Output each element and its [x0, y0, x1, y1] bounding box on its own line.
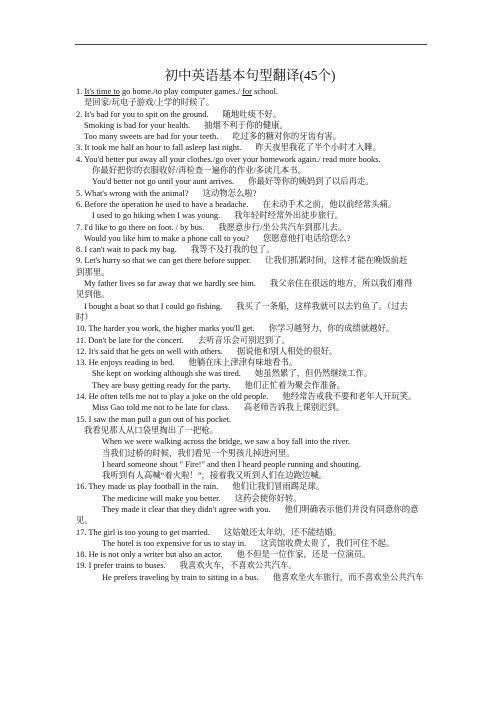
translation-text: 这动物怎么啦?	[202, 188, 257, 198]
text-line	[76, 402, 432, 413]
translation-text: 你最好等你的姨妈到了以后再走。	[248, 177, 374, 187]
sentence-text: 1.	[76, 87, 85, 96]
page-title: 初中英语基本句型翻译(45个)	[164, 68, 336, 83]
sentence-text: go home./to play computer games./	[119, 87, 243, 96]
text-line	[76, 267, 432, 278]
text-line	[76, 380, 432, 391]
sentence-text: They made it clear that they didn't agree with you.	[102, 504, 271, 514]
text-line	[76, 176, 432, 187]
sentence-text: 13. He enjoys reading in bed.	[76, 358, 175, 368]
translation-text: 他经常告戒我不要和老年人开玩笑。	[282, 392, 417, 402]
sentence-text: They are busy getting ready for the party.	[92, 380, 231, 390]
text-line	[76, 109, 432, 120]
sentence-text: 16. They made us play football in the rain.	[76, 482, 219, 492]
text-line	[76, 301, 432, 312]
text-line	[76, 86, 432, 97]
translation-text: 这药会使你好转。	[234, 493, 302, 503]
sentence-text: 15. I saw the man pull a gun out of his pocket.	[76, 414, 232, 424]
sentence-text: 到那里。	[76, 267, 110, 277]
sentence-text: It's time to	[84, 87, 120, 96]
sentence-text: 7. I'd like to go there on foot. / by bus.	[76, 222, 205, 232]
translation-text: 昨天夜里我花了半个小时才入睡。	[255, 143, 381, 153]
sentence-text: 10. The harder you work, the higher marks you'll get.	[76, 324, 255, 334]
sentence-text: Too many sweets are bad for your teeth.	[84, 132, 219, 142]
translation-text: 在未动手术之前，他以前经常头痛。	[262, 199, 397, 209]
translation-text: 您愿意他打电话给您么?	[262, 233, 351, 243]
sentence-text: Would you like him to make a phone call to you?	[84, 233, 249, 243]
sentence-text: 18. He is not only a writer but also an actor.	[76, 550, 223, 560]
text-line	[76, 335, 432, 346]
text-line	[76, 448, 432, 459]
text-line	[76, 312, 432, 323]
translation-text: 我父亲住在很远的地方，所以我们难得	[269, 279, 413, 289]
translation-text: 抽烟不利于你的健康。	[204, 120, 288, 130]
translation-text: 他们正忙着为聚会作准备。	[244, 380, 346, 390]
translation-text: 这宾馆收费太贵了，我们可住不起。	[260, 538, 395, 548]
text-line	[76, 97, 432, 108]
translation-text: 这姑娘还太年幼，还不能结婚。	[223, 527, 342, 537]
text-line	[76, 222, 432, 233]
text-line	[76, 199, 432, 210]
translation-text: 高老师告诉我上课别迟到。	[243, 403, 345, 413]
text-line	[76, 572, 432, 583]
text-line	[76, 504, 432, 515]
text-line	[76, 323, 432, 334]
sentence-text: 3. It took me half an hour to fall asleep last night.	[76, 143, 242, 153]
text-line	[76, 527, 432, 538]
text-line	[76, 414, 432, 425]
top-rule	[75, 44, 427, 45]
text-line	[76, 368, 432, 379]
translation-text: 他们让我们冒雨踢足球。	[232, 482, 325, 492]
sentence-text: for	[242, 87, 252, 96]
sentence-text: Miss Gao told me not to be late for class.	[92, 403, 230, 413]
text-line	[76, 391, 432, 402]
sentence-text: 见。	[76, 516, 93, 526]
text-line	[76, 470, 432, 481]
translation-text: 他们明确表示他们并没有同意你的意	[284, 504, 419, 514]
text-line	[76, 154, 432, 165]
sentence-text: 2. It's bad for you to spit on the ground.	[76, 109, 209, 119]
translation-text: 我年轻时经常外出徒步旅行。	[234, 211, 344, 221]
translation-text: 据说他和别人相处的很好。	[236, 346, 338, 356]
text-line	[76, 549, 432, 560]
sentence-text: 时）	[76, 312, 93, 322]
text-line	[76, 210, 432, 221]
translation-text: 他不但是一位作家，还是一位演员。	[236, 550, 371, 560]
translation-text: 她虽然累了，但仍然继续工作。	[254, 369, 373, 379]
translation-text: 随地吐痰不好。	[222, 109, 282, 119]
sentence-text: 11. Don't be late for the concert.	[76, 335, 184, 345]
text-line	[76, 233, 432, 244]
translation-text: 你学习越努力，你的成绩就越好。	[268, 324, 395, 334]
text-line	[76, 481, 432, 492]
sentence-text: 你最好把你的衣服收好/再检查一遍你的作业/多读几本书。	[92, 166, 307, 176]
sentence-text: I bought a boat so that I could go fishing.	[84, 301, 223, 311]
sentence-text: I heard someone shout " Fire!" and then I heard people running and shouting.	[102, 459, 361, 469]
text-line	[76, 436, 432, 447]
translation-text: 吃过多的糖对你的牙齿有害。	[232, 132, 342, 142]
text-line	[76, 459, 432, 470]
sentence-text: I used to go hiking when I was young.	[92, 211, 221, 221]
sentence-text: 17. The girl is too young to get married.	[76, 527, 210, 537]
text-line	[76, 120, 432, 131]
text-line	[76, 515, 432, 526]
text-line	[76, 493, 432, 504]
text-line	[76, 165, 432, 176]
sentence-text: The medicine will make you better.	[102, 493, 221, 503]
sentence-text: 14. He often tells me not to play a joke on the old people.	[76, 392, 269, 402]
sentence-text: He prefers traveling by train to sitting in a bus.	[102, 572, 259, 582]
sentence-text: 6. Before the operation he used to have a headache.	[76, 199, 249, 209]
translation-text: 去听音乐会可别迟到了。	[197, 335, 290, 345]
document-body	[76, 86, 432, 583]
sentence-text: 见到他。	[76, 290, 110, 300]
text-line	[76, 560, 432, 571]
text-line	[76, 357, 432, 368]
sentence-text: 4. You'd better put away all your clothes./go over your homework again./ read more books.	[76, 154, 381, 164]
text-line	[76, 244, 432, 255]
text-line	[76, 538, 432, 549]
translation-text: 我愿意步行/坐公共汽车到那儿去。	[218, 222, 347, 232]
sentence-text: 9. Let's hurry so that we can get there before supper.	[76, 256, 251, 266]
sentence-text: Smoking is bad for your health.	[84, 120, 191, 130]
sentence-text: My father lives so far away that we hardly see him.	[84, 279, 256, 289]
translation-text: 他躺在床上津津有味地看书。	[188, 358, 298, 368]
text-line	[76, 131, 432, 142]
sentence-text: 19. I prefer trains to buses.	[76, 561, 166, 571]
sentence-text: 当我们过桥的时候，我们看见一个男孩儿掉进河里。	[102, 448, 295, 458]
text-line	[76, 425, 432, 436]
sentence-text: 12. It's said that he gets on well with others.	[76, 346, 223, 356]
sentence-text: 我听到有人高喊“着火啦！”，接着我又听到人们在边跑边喊。	[102, 471, 328, 481]
text-line	[76, 188, 432, 199]
translation-text: 让我们抓紧时间，这样才能在晚饭前赶	[265, 256, 408, 266]
text-line	[76, 346, 432, 357]
sentence-text: The hotel is too expensive for us to stay in.	[102, 538, 247, 548]
text-line	[76, 278, 432, 289]
sentence-text: 5. What's wrong with the animal?	[76, 188, 189, 198]
sentence-text: 我看见那人从口袋里掏出了一把枪。	[84, 425, 218, 435]
sentence-text: She kept on working although she was tired.	[92, 369, 241, 379]
sentence-text: When we were walking across the bridge, we saw a boy fall into the river.	[102, 437, 350, 447]
text-line	[76, 142, 432, 153]
text-line	[76, 255, 432, 266]
text-line	[76, 289, 432, 300]
sentence-text: 8. I can't wait to pack my bag.	[76, 245, 177, 255]
sentence-text: school.	[251, 87, 279, 96]
sentence-text: You'd better not go until your aunt arrives.	[92, 177, 235, 187]
translation-text: 我喜欢火车，不喜欢公共汽车。	[179, 561, 297, 571]
translation-text: 他喜欢坐火车旅行，而不喜欢坐公共汽车	[272, 572, 424, 582]
translation-text: 我等不及打我的包了。	[190, 245, 275, 255]
translation-text: 我买了一条船，这样我就可以去钓鱼了。（过去	[236, 301, 408, 311]
sentence-text: 是回家/玩电子游戏/上学的时候了。	[84, 98, 215, 108]
